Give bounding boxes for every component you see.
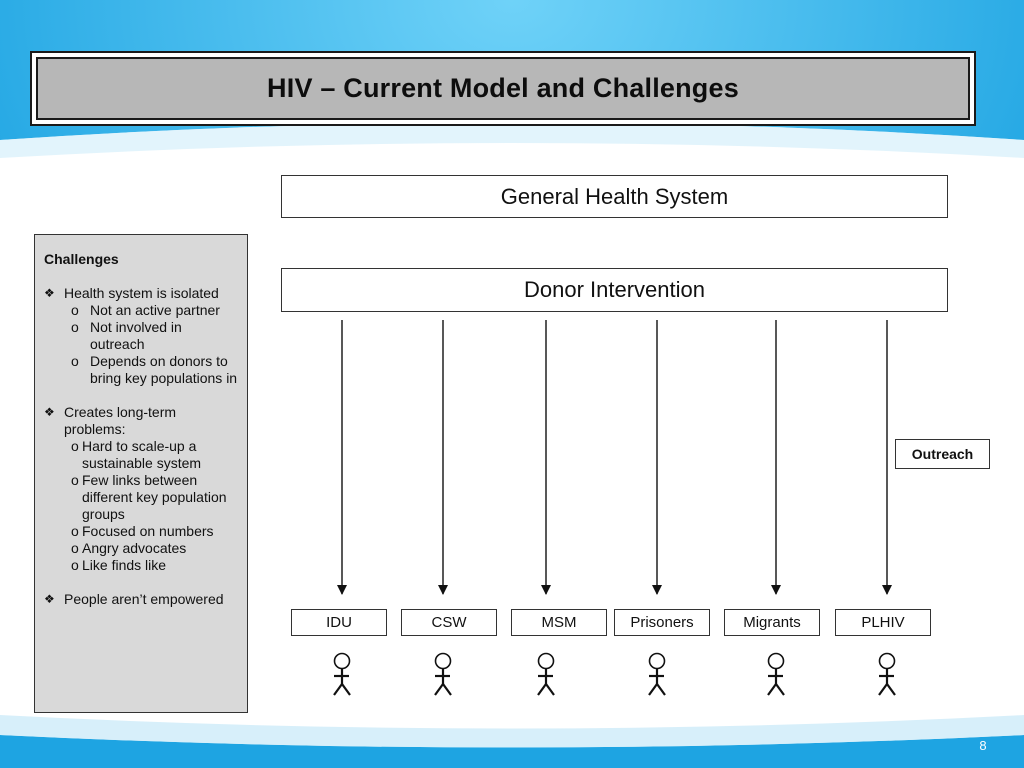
person-icon: [879, 654, 895, 696]
population-box-msm: MSM: [511, 609, 607, 636]
general-health-system-box: General Health System: [281, 175, 948, 218]
challenge-subpoint-text: Few links between different key population groups: [82, 472, 227, 522]
challenge-point-text: People aren’t empowered: [64, 591, 224, 607]
challenge-subpoint: [71, 319, 239, 353]
circle-bullet-icon: o: [71, 302, 79, 318]
challenge-subpoint-text: Like finds like: [82, 557, 167, 573]
challenge-subpoint-text: Angry advocates: [82, 540, 187, 556]
person-icon: [435, 654, 451, 696]
challenges-panel: [34, 234, 248, 713]
challenge-point: [44, 285, 239, 302]
circle-bullet-icon: o: [71, 557, 79, 573]
challenge-subpoint-text: Not an active partner: [90, 302, 220, 318]
population-box-plhiv: PLHIV: [835, 609, 931, 636]
circle-bullet-icon: o: [71, 540, 79, 556]
challenge-subpoint-text: Depends on donors to bring key populations in: [90, 353, 238, 386]
outreach-box: Outreach: [895, 439, 990, 469]
population-box-migrants: Migrants: [724, 609, 820, 636]
slide-title: HIV – Current Model and Challenges: [267, 73, 739, 103]
population-box-csw: CSW: [401, 609, 497, 636]
diamond-bullet-icon: ❖: [44, 592, 55, 606]
population-box-idu: IDU: [291, 609, 387, 636]
person-icon: [334, 654, 350, 696]
challenge-subpoint: [71, 353, 239, 387]
diamond-bullet-icon: ❖: [44, 286, 55, 300]
person-icon: [649, 654, 665, 696]
challenge-subpoint: [71, 557, 239, 574]
diamond-bullet-icon: ❖: [44, 405, 55, 419]
person-icon: [768, 654, 784, 696]
circle-bullet-icon: o: [71, 523, 79, 539]
population-box-prisoners: Prisoners: [614, 609, 710, 636]
person-icon: [538, 654, 554, 696]
challenge-point-text: Health system is isolated: [64, 285, 219, 301]
challenge-point: [44, 591, 239, 608]
challenge-subpoint: [71, 472, 239, 523]
challenge-subpoint-text: Not involved in outreach: [90, 319, 182, 352]
circle-bullet-icon: o: [71, 472, 79, 488]
challenge-subpoint: [71, 540, 239, 557]
challenges-heading: Challenges: [44, 251, 119, 267]
circle-bullet-icon: o: [71, 353, 79, 369]
challenge-subpoint: [71, 523, 239, 540]
donor-intervention-box: Donor Intervention: [281, 268, 948, 312]
challenge-subpoint: [71, 438, 239, 472]
circle-bullet-icon: o: [71, 438, 79, 454]
circle-bullet-icon: o: [71, 319, 79, 335]
challenge-point: [44, 404, 239, 438]
challenge-point-text: Creates long-term problems:: [64, 404, 177, 437]
challenge-subpoint-text: Hard to scale-up a sustainable system: [82, 438, 202, 471]
challenge-subpoint: [71, 302, 239, 319]
challenge-subpoint-text: Focused on numbers: [82, 523, 214, 539]
page-number: 8: [979, 738, 987, 753]
